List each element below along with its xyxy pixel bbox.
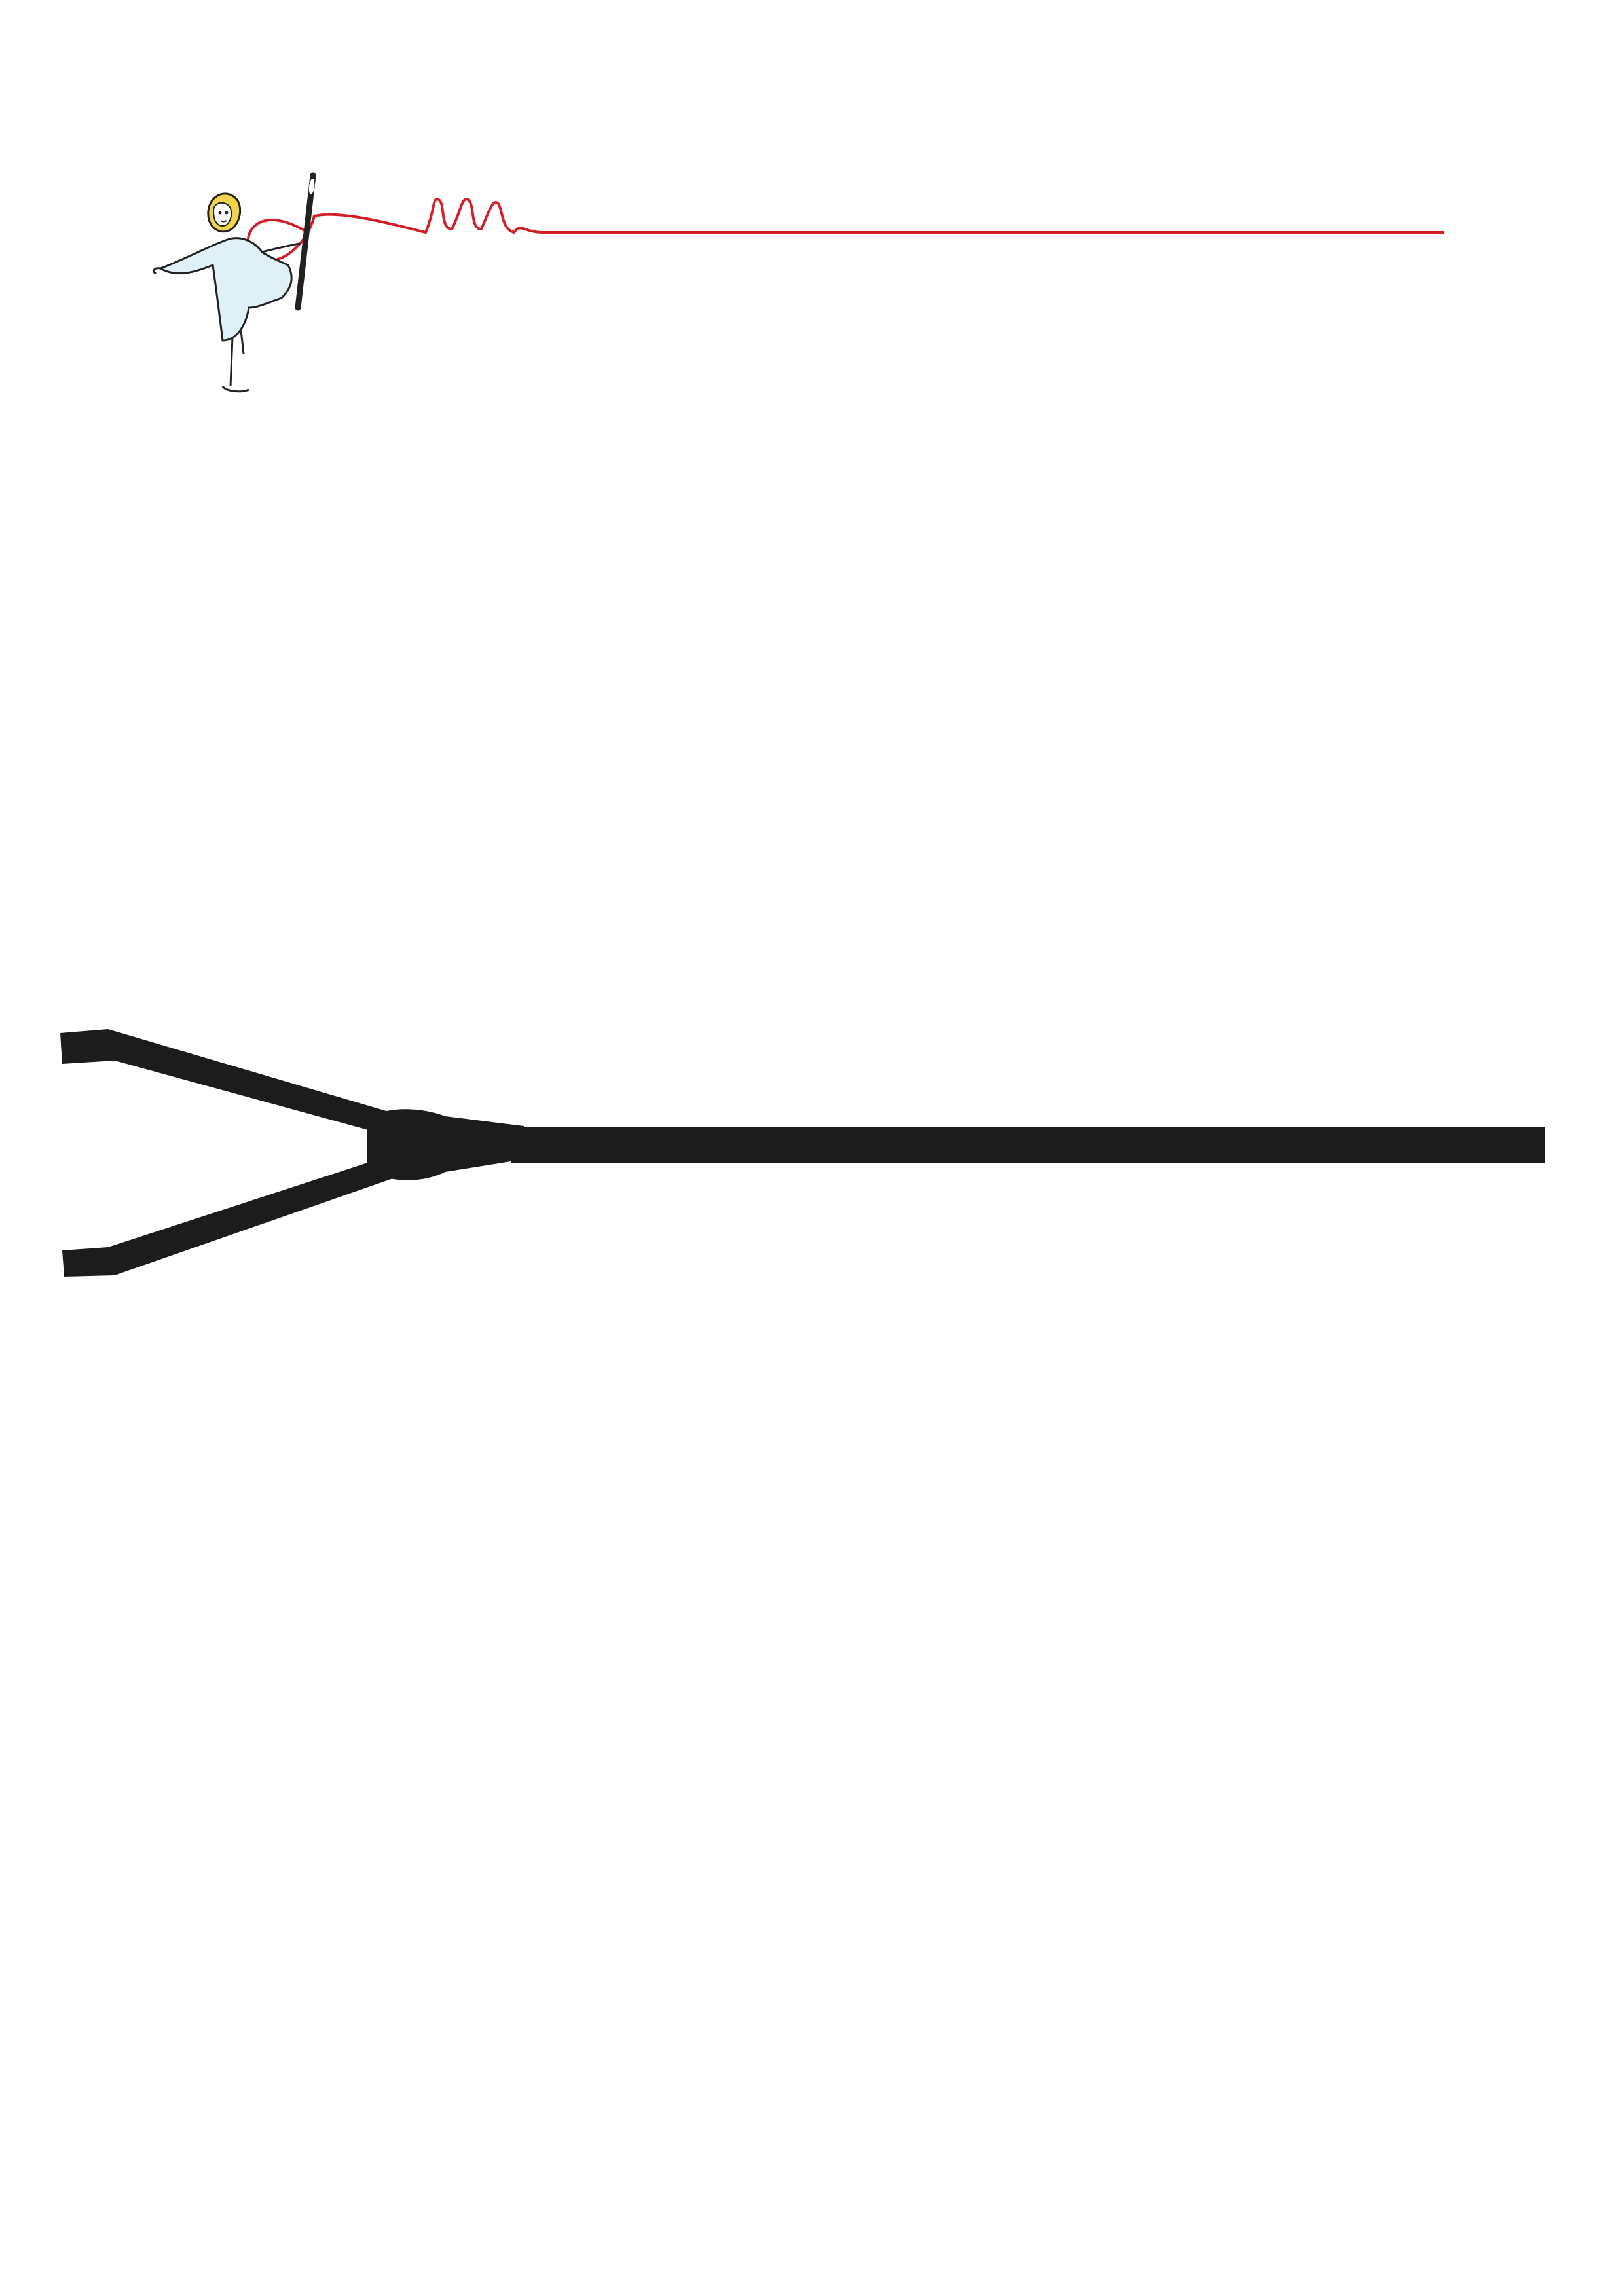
open-zipper-icon bbox=[0, 0, 1624, 1309]
